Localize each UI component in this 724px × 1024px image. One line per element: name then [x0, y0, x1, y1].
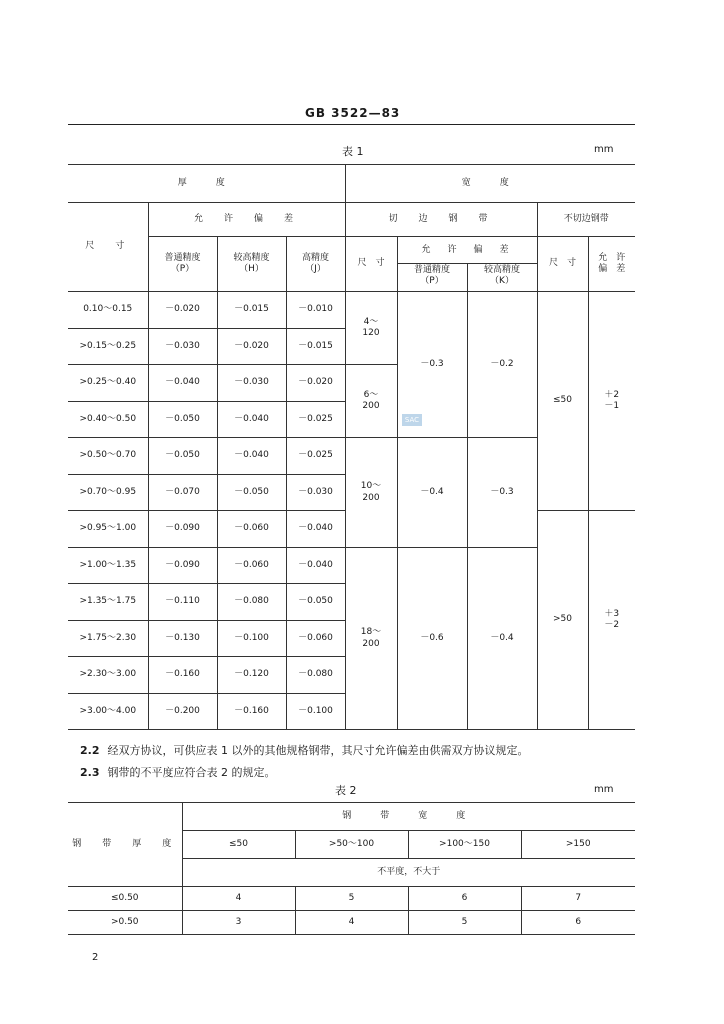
flatness-cell: 4 [295, 911, 408, 935]
width-col: >100～150 [408, 831, 521, 859]
cell-j: －0.010 [286, 292, 345, 329]
cell-j: －0.030 [286, 475, 345, 511]
header-rule [68, 124, 635, 125]
uncut-tol-group-1: ＋2 －1 [588, 292, 635, 511]
cell-j: －0.060 [286, 621, 345, 657]
row-size: >0.15～0.25 [68, 329, 148, 365]
cut-p-group-3: －0.4 [397, 438, 467, 548]
flatness-cell: 5 [408, 911, 521, 935]
cell-h: －0.060 [217, 548, 286, 584]
cell-j: －0.040 [286, 548, 345, 584]
cell-h: －0.120 [217, 657, 286, 694]
col-precision-h: 较高精度 （H） [217, 237, 286, 292]
cell-p: －0.090 [148, 548, 217, 584]
row-size: >0.25～0.40 [68, 365, 148, 402]
cell-j: －0.040 [286, 511, 345, 548]
flatness-label: 不平度，不大于 [182, 859, 635, 887]
cell-h: －0.080 [217, 584, 286, 621]
cut-k-group-1: －0.2 [467, 292, 537, 438]
cut-size-group-3: 10～ 200 [345, 438, 397, 548]
cell-p: －0.070 [148, 475, 217, 511]
cell-p: －0.030 [148, 329, 217, 365]
cell-h: －0.050 [217, 475, 286, 511]
note-text: 钢带的不平度应符合表 2 的规定。 [107, 766, 276, 779]
col-precision-p: 普通精度 （P） [148, 237, 217, 292]
table2-thickness-label: 钢 带 厚 度 [68, 803, 182, 887]
cut-k-group-4: －0.4 [467, 548, 537, 730]
table1 [68, 164, 635, 730]
cell-h: －0.040 [217, 438, 286, 475]
note-2-3 [80, 764, 276, 780]
standard-code: GB 3522—83 [305, 106, 401, 120]
table1-unit: mm [594, 144, 614, 155]
cell-j: －0.015 [286, 329, 345, 365]
row-size: >1.35～1.75 [68, 584, 148, 621]
row-size: >0.50～0.70 [68, 438, 148, 475]
cut-k-group-3: －0.3 [467, 438, 537, 548]
col-cut-p: 普通精度 （P） [398, 264, 468, 291]
cell-j: －0.080 [286, 657, 345, 694]
row-size: >2.30～3.00 [68, 657, 148, 694]
table1-caption: 表 1 [342, 145, 364, 158]
cell-p: －0.130 [148, 621, 217, 657]
cell-j: －0.050 [286, 584, 345, 621]
table2-unit: mm [594, 784, 614, 795]
uncut-size-label: 尺 寸 [537, 237, 588, 292]
uncut-size-group-2: >50 [537, 511, 588, 730]
cell-h: －0.040 [217, 402, 286, 438]
flatness-cell: 7 [521, 887, 635, 911]
cell-p: －0.040 [148, 365, 217, 402]
cell-p: －0.110 [148, 584, 217, 621]
cell-p: －0.160 [148, 657, 217, 694]
watermark-stamp: SAC [402, 414, 422, 426]
cell-j: －0.025 [286, 438, 345, 475]
cell-j: －0.020 [286, 365, 345, 402]
cell-h: －0.020 [217, 329, 286, 365]
cell-h: －0.160 [217, 694, 286, 730]
table2-row-thickness: >0.50 [68, 911, 182, 935]
note-2-2 [80, 742, 529, 758]
thickness-header: 厚 度 [68, 165, 345, 203]
uncut-size-group-1: ≤50 [537, 292, 588, 511]
flatness-cell: 5 [295, 887, 408, 911]
table2-caption: 表 2 [335, 784, 357, 797]
cell-p: －0.050 [148, 438, 217, 475]
width-tolerance-label: 允 许 偏 差 [398, 237, 537, 264]
width-col: >50～100 [295, 831, 408, 859]
thickness-tolerance-label: 允 许 偏 差 [148, 203, 345, 237]
flatness-cell: 3 [182, 911, 295, 935]
width-col: ≤50 [182, 831, 295, 859]
row-size: >3.00～4.00 [68, 694, 148, 730]
table2 [68, 802, 635, 935]
row-size: >0.95～1.00 [68, 511, 148, 548]
cell-h: －0.030 [217, 365, 286, 402]
col-precision-j: 高精度 （J） [286, 237, 345, 292]
cut-size-group-1: 4～ 120 [345, 292, 397, 365]
cell-h: －0.060 [217, 511, 286, 548]
note-number: 2.3 [80, 766, 100, 779]
row-size: 0.10～0.15 [68, 292, 148, 329]
cell-p: －0.090 [148, 511, 217, 548]
row-size: >0.70～0.95 [68, 475, 148, 511]
uncut-edge-header: 不切边钢带 [537, 203, 635, 237]
cut-size-group-4: 18～ 200 [345, 548, 397, 730]
width-header: 宽 度 [345, 165, 635, 203]
width-col: >150 [521, 831, 635, 859]
cell-j: －0.100 [286, 694, 345, 730]
note-text: 经双方协议，可供应表 1 以外的其他规格钢带，其尺寸允许偏差由供需双方协议规定。 [107, 744, 529, 757]
cut-p-group-4: －0.6 [397, 548, 467, 730]
table2-width-label: 钢 带 宽 度 [182, 803, 635, 831]
cell-h: －0.015 [217, 292, 286, 329]
cell-p: －0.200 [148, 694, 217, 730]
cell-j: －0.025 [286, 402, 345, 438]
flatness-cell: 6 [408, 887, 521, 911]
width-size-label: 尺 寸 [345, 237, 397, 292]
uncut-tol-group-2: ＋3 －2 [588, 511, 635, 730]
row-size: >0.40～0.50 [68, 402, 148, 438]
page-number: 2 [92, 952, 99, 963]
note-number: 2.2 [80, 744, 100, 757]
cut-edge-header: 切 边 钢 带 [345, 203, 537, 237]
row-size: >1.75～2.30 [68, 621, 148, 657]
cut-size-group-2: 6～ 200 [345, 365, 397, 438]
flatness-cell: 4 [182, 887, 295, 911]
row-size: >1.00～1.35 [68, 548, 148, 584]
thickness-size-label: 尺 寸 [68, 203, 148, 292]
cut-p-group-1: －0.3 [397, 292, 467, 438]
cell-p: －0.020 [148, 292, 217, 329]
flatness-cell: 6 [521, 911, 635, 935]
table2-row-thickness: ≤0.50 [68, 887, 182, 911]
cell-p: －0.050 [148, 402, 217, 438]
uncut-tolerance-label: 允 许 偏 差 [588, 237, 635, 292]
cell-h: －0.100 [217, 621, 286, 657]
col-cut-k: 较高精度 （K） [483, 265, 520, 287]
